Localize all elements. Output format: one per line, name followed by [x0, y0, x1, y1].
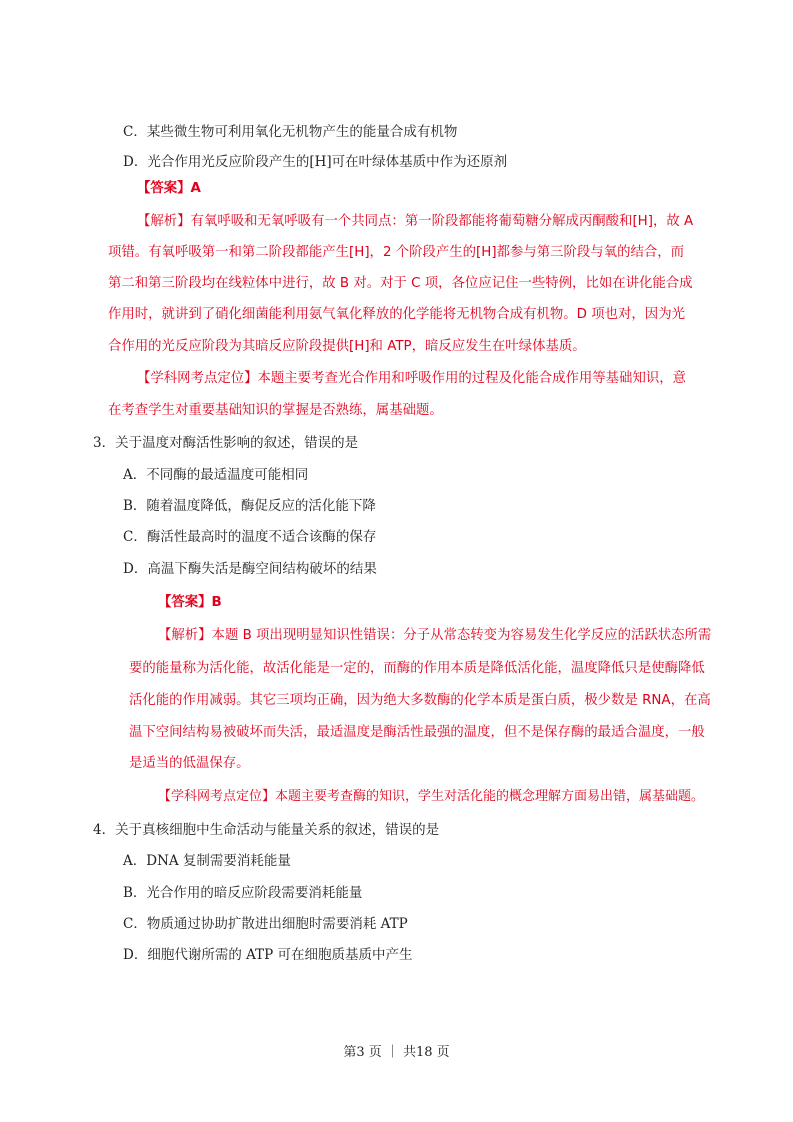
page-footer: 第3 页 ｜ 共18 页	[343, 1045, 450, 1060]
q2-analysis-line: 项错。有氧呼吸第一和第二阶段都能产生[H]，2 个阶段产生的[H]都参与第三阶段与氧的结合，而	[108, 245, 685, 260]
q3-option-b: B．随着温度降低，酶促反应的活化能下降	[123, 498, 376, 514]
q3-analysis-line: 是适当的低温保存。	[129, 756, 250, 771]
q3-answer: 【答案】B	[158, 595, 222, 610]
q4-option-d: D．细胞代谢所需的 ATP 可在细胞质基质中产生	[123, 947, 413, 963]
q4-option-a: A．DNA 复制需要消耗能量	[123, 853, 291, 869]
q4-stem: 4．关于真核细胞中生命活动与能量关系的叙述，错误的是	[93, 822, 440, 838]
q2-analysis-line: 合作用的光反应阶段为其暗反应阶段提供[H]和 ATP，暗反应发生在叶绿体基质。	[108, 339, 586, 354]
q3-analysis-line: 温下空间结构易被破坏而失活，最适温度是酶活性最强的温度，但不是保存酶的最适合温度，一般	[129, 725, 705, 740]
q3-option-a: A．不同酶的最适温度可能相同	[123, 467, 309, 483]
q4-option-c: C．物质通过协助扩散进出细胞时需要消耗 ATP	[123, 916, 408, 932]
q2-kaodian-line: 【学科网考点定位】本题主要考查光合作用和呼吸作用的过程及化能合成作用等基础知识，意	[137, 371, 687, 386]
q2-analysis-line: 【解析】有氧呼吸和无氧呼吸有一个共同点：第一阶段都能将葡萄糖分解成丙酮酸和[H]，故 A	[137, 214, 694, 229]
q3-stem: 3．关于温度对酶活性影响的叙述，错误的是	[93, 435, 359, 451]
q3-analysis-line: 【解析】本题 B 项出现明显知识性错误：分子从常态转变为容易发生化学反应的活跃状态所需	[158, 628, 712, 643]
q3-option-c: C．酶活性最高时的温度不适合该酶的保存	[123, 529, 377, 545]
q2-answer: 【答案】A	[137, 181, 201, 196]
q2-kaodian-line: 在考查学生对重要基础知识的掌握是否熟练，属基础题。	[108, 403, 443, 418]
q2-option-d: D．光合作用光反应阶段产生的[H]可在叶绿体基质中作为还原剂	[123, 154, 508, 170]
q3-kaodian: 【学科网考点定位】本题主要考查酶的知识，学生对活化能的概念理解方面易出错，属基础题。	[158, 789, 705, 804]
q2-option-c: C．某些微生物可利用氧化无机物产生的能量合成有机物	[123, 124, 458, 140]
q3-analysis-line: 要的能量称为活化能，故活化能是一定的，而酶的作用本质是降低活化能，温度降低只是使酶降低	[129, 661, 705, 676]
q2-analysis-line: 第二和第三阶段均在线粒体中进行，故 B 对。对于 C 项，各位应记住一些特例，比如在讲化能合成	[108, 276, 693, 291]
q3-analysis-line: 活化能的作用减弱。其它三项均正确，因为绝大多数酶的化学本质是蛋白质，极少数是 RNA，在高	[129, 693, 711, 708]
q4-option-b: B．光合作用的暗反应阶段需要消耗能量	[123, 885, 363, 901]
q3-option-d: D．高温下酶失活是酶空间结构破坏的结果	[123, 561, 377, 577]
q2-analysis-line: 作用时，就讲到了硝化细菌能利用氨气氧化释放的化学能将无机物合成有机物。D 项也对，因为光	[108, 307, 685, 322]
